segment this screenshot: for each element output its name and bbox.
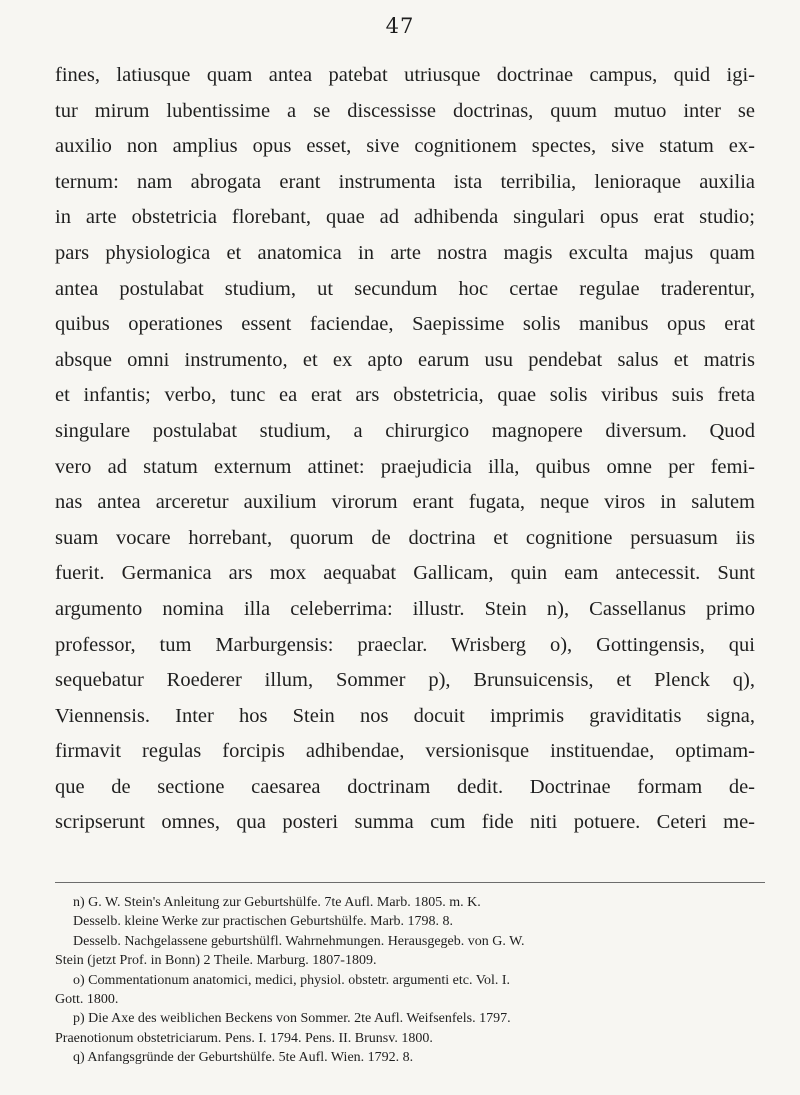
text-line: pars physiologica et anatomica in arte nostra magis exculta majus quam	[55, 241, 755, 264]
footnote-divider	[55, 882, 765, 883]
text-line: sequebatur Roederer illum, Sommer p), Brunsuicensis, et Plenck q),	[55, 669, 755, 692]
text-line: fines, latiusque quam antea patebat utriusque doctrinae campus, quid igi-	[55, 64, 755, 86]
footnote-line: Stein (jetzt Prof. in Bonn) 2 Theile. Marburg. 1807-1809.	[55, 953, 377, 969]
text-line: nas antea arceretur auxilium virorum erant fugata, neque viros in salutem	[55, 491, 755, 514]
footnote-line: n) G. W. Stein's Anleitung zur Geburtshülfe. 7te Aufl. Marb. 1805. m. K.	[73, 895, 481, 910]
text-line: antea postulabat studium, ut secundum hoc certae regulae traderentur,	[55, 277, 755, 300]
footnote-line: Desselb. kleine Werke zur practischen Geburtshülfe. Marb. 1798. 8.	[73, 914, 453, 930]
footnote-line: Desselb. Nachgelassene geburtshülfl. Wahrnehmungen. Herausgegeb. von G. W.	[73, 933, 525, 949]
text-line: Viennensis. Inter hos Stein nos docuit imprimis graviditatis signa,	[55, 704, 755, 727]
footnote-line: Gott. 1800.	[55, 991, 119, 1007]
text-line: absque omni instrumento, et ex apto earum usu pendebat salus et matris	[55, 348, 755, 371]
text-line: in arte obstetricia florebant, quae ad adhibenda singulari opus erat studio;	[55, 206, 755, 229]
text-line: que de sectione caesarea doctrinam dedit. Doctrinae formam de-	[55, 775, 755, 798]
footnote-line: o) Commentationum anatomici, medici, physiol. obstetr. argumenti etc. Vol. I.	[73, 972, 511, 988]
text-line: quibus operationes essent faciendae, Saepissime solis manibus opus erat	[55, 313, 755, 336]
text-line: fuerit. Germanica ars mox aequabat Gallicam, quin eam antecessit. Sunt	[55, 562, 755, 585]
text-line: tur mirum lubentissime a se discessisse doctrinas, quum mutuo inter se	[55, 99, 755, 122]
text-line: scripserunt omnes, qua posteri summa cum fide niti potuere. Ceteri me-	[55, 811, 755, 834]
text-line: et infantis; verbo, tunc ea erat ars obstetricia, quae solis viribus suis freta	[55, 384, 755, 407]
page-number: 47	[385, 14, 415, 38]
footnote-line: Praenotionum obstetriciarum. Pens. I. 1794. Pens. II. Brunsv. 1800.	[55, 1030, 433, 1046]
text-line: singulare postulabat studium, a chirurgico magnopere diversum. Quod	[55, 419, 755, 442]
text-line: professor, tum Marburgensis: praeclar. Wrisberg o), Gottingensis, qui	[55, 633, 755, 656]
text-line: suam vocare horrebant, quorum de doctrina et cognitione persuasum iis	[55, 526, 755, 549]
footnotes	[55, 893, 767, 1068]
text-line: vero ad statum externum attinet: praejudicia illa, quibus omne per femi-	[55, 455, 755, 478]
text-line: auxilio non amplius opus esset, sive cognitionem spectes, sive statum ex-	[55, 135, 755, 158]
footnote-line: q) Anfangsgründe der Geburtshülfe. 5te Aufl. Wien. 1792. 8.	[73, 1050, 414, 1066]
text-line: ternum: nam abrogata erant instrumenta ista terribilia, lenioraque auxilia	[55, 170, 755, 193]
footnote-line: p) Die Axe des weiblichen Beckens von Sommer. 2te Aufl. Weifsenfels. 1797.	[73, 1011, 511, 1027]
main-text	[55, 58, 755, 841]
text-line: argumento nomina illa celeberrima: illustr. Stein n), Cassellanus primo	[55, 597, 755, 620]
text-line: firmavit regulas forcipis adhibendae, versionisque instituendae, optimam-	[55, 740, 755, 763]
